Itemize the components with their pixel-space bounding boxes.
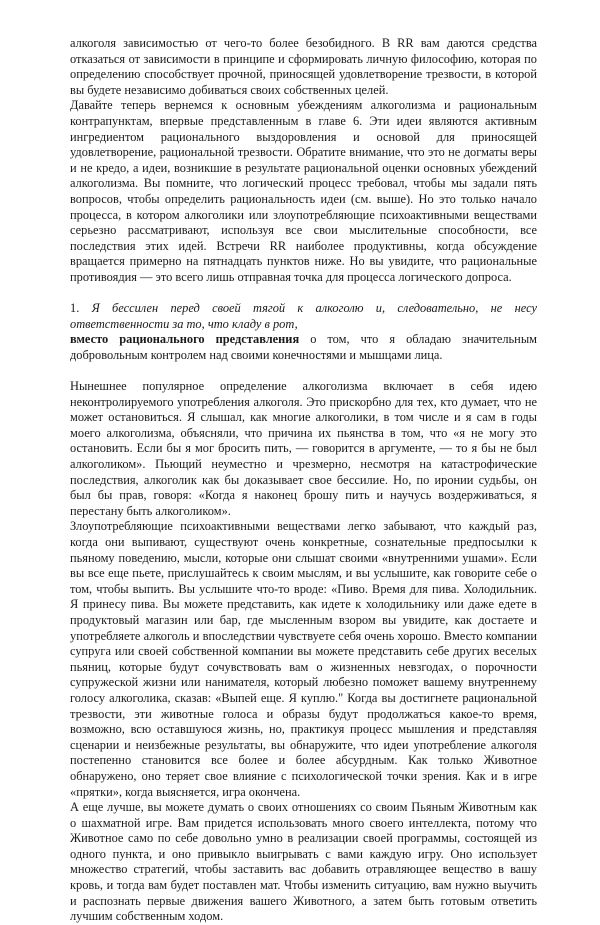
paragraph-core-beliefs: Давайте теперь вернемся к основным убеждениям алкоголизма и рациональным контрапунктам, впервые представленным в главе 6. Эти идеи являются активным ингредиентом рационального выздоровления и основой для приносящей удовлетворение, рациональной трезвости. Обратите внимание, что это не догматы веры и не кредо, а идеи, возникшие в результате рациональной оценки основных убеждений алкоголизма. Вы помните, что логический процесс требовал, чтобы мы задали пять вопросов, чтобы определить рациональность идеи (см. выше). Но это только начало процесса, в котором алкоголики или злоупотребляющие психоактивными веществами серьезно рассматривают, используя все свои мыслительные способности, все последствия этих идей. Встречи RR наиболее продуктивны, когда обсуждение вращается примерно на пятнадцать пунктов ниже. Но вы увидите, что рациональные противоядия — это всего лишь отправная точка для процесса логического допроса. <box>70 98 537 284</box>
paragraph-definition: Нынешнее популярное определение алкоголизма включает в себя идею неконтролируемого употребления алкоголя. Это прискорбно для тех, кто думает, что не может остановиться. Я слышал, как многие алкоголики, в том числе и я сам в годы моего алкоголизма, объясняли, что причина их пьянства в том, что «я не могу это остановить. Если бы я мог бросить пить, — говорится в аргументе, — то я бы не был алкоголиком». Пьющий неуместно и чрезмерно, несмотря на катастрофические последствия, алкоголик как бы доказывает свое бессилие. Но, по иронии судьбы, он был бы прав, говоря: «Когда я наконец брошу пить и научусь воздерживаться, я перестану быть алкоголиком». <box>70 379 537 518</box>
spacer <box>70 363 537 379</box>
paragraph-inner-voices: Злоупотребляющие психоактивными веществами легко забывают, что каждый раз, когда они выпивают, существуют очень конкретные, сознательные предпосылки к пьяному поведению, мысли, которые они слышат своими «внутренними ушами». Если вы все еще пьете, прислушайтесь к своим мыслям, и вы услышите, как говорите себе о том, чтобы выпить. Вы услышите что-то вроде: «Пиво. Время для пива. Холодильник. Я принесу пива. Вы можете представить, как идете к холодильнику или даже едете в продуктовый магазин или бар, где мысленным взором вы увидите, как достаете и употребляете алкоголь и впоследствии чувствуете себя очень хорошо. Вместо компании супруга или своей собственной компании вы можете представить себе других веселых пьяниц, которые будут сочувствовать вам о жизненных невзгодах, о порочности супружеской жизни или нанимателя, который любезно поможет вашему внутреннему голосу алкоголика, сказав: «Выпей еще. Я куплю." Когда вы достигнете рациональной трезвости, эти животные голоса и образы будут продолжаться какое-то время, возможно, всю оставшуюся жизнь, но, практикуя процесс мышления и представляя сценарии и неизбежные результаты, вы обнаружите, что идеи употребление алкоголя постепенно становится все более и более абсурдным. Как только Животное обнаружено, оно теряет свое влияние с психологической точки зрения. Как и в игре «прятки», когда выясняется, игра окончена. <box>70 519 537 799</box>
rational-counterpoint-text: о том, что я обладаю значительным добровольным контролем над своими конечностями и мышцами лица. <box>70 332 537 362</box>
paragraph-intro-continuation: алкоголя зависимостью от чего-то более безобидного. В RR вам даются средства отказаться от зависимости в принципе и сформировать личную философию, которая по определению способствует прочной, приносящей удовлетворение трезвости, в которой вы будете независимо добиваться своих собственных целей. <box>70 36 537 97</box>
irrational-belief-text: Я бессилен перед своей тягой к алкоголю и, следовательно, не несу ответственности за то, что кладу в рот, <box>70 301 537 331</box>
rational-counterpoint-1 <box>70 332 537 363</box>
document-page <box>70 36 537 925</box>
paragraph-chess-game: А еще лучше, вы можете думать о своих отношениях со своим Пьяным Животным как о шахматной игре. Вам придется использовать много своего интеллекта, потому что Животное само по себе довольно умно в реализации своей программы, состоящей из одного пункта, и оно привыкло выигрывать с вами каждую игру. Оно использует множество стратегий, чтобы заставить вас добавить отравляющее вещество в вашу кровь, и тогда вам будет поставлен мат. Чтобы изменить ситуацию, вам нужно выучить и распознать первые движения вашего Животного, а затем быть готовым ответить лучшим собственным ходом. <box>70 800 537 924</box>
belief-number: 1. <box>70 301 92 316</box>
rational-counterpoint-label: вместо рационального представления <box>70 332 300 347</box>
spacer <box>70 286 537 302</box>
belief-item-1 <box>70 301 537 332</box>
